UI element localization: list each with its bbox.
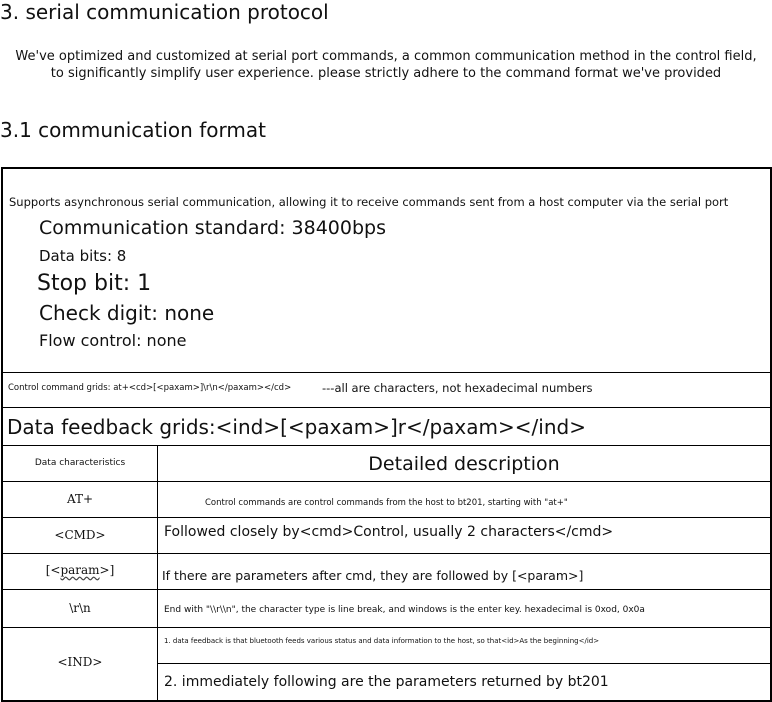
spec-stop-bit: Stop bit: 1 <box>37 271 152 296</box>
feedback-grid-format: Data feedback grids:<ind>[<paxam>]r</paxam></ind> <box>7 415 586 439</box>
intro-paragraph <box>0 48 772 82</box>
spec-lead: Supports asynchronous serial communication, allowing it to receive commands sent from a host computer via the serial port <box>9 195 729 209</box>
key-prefix: [< <box>45 563 61 577</box>
key-suffix: >] <box>99 563 115 577</box>
format-table <box>1 167 772 702</box>
table-header-left: Data characteristics <box>34 458 126 468</box>
divider <box>3 372 770 373</box>
table-row-desc: Control commands are control commands from the host to bt201, starting with "at+" <box>205 498 568 508</box>
spec-flow-control: Flow control: none <box>39 331 187 350</box>
spec-check-digit: Check digit: none <box>39 301 215 325</box>
column-divider <box>157 445 158 700</box>
divider <box>157 663 770 664</box>
divider <box>3 517 770 518</box>
divider <box>3 553 770 554</box>
section-heading: 3. serial communication protocol <box>0 0 329 24</box>
table-row-key: AT+ <box>66 492 94 506</box>
intro-line-2: to significantly simplify user experience. please strictly adhere to the command format we've provided <box>50 66 722 81</box>
table-row-desc: If there are parameters after cmd, they are followed by [<param>] <box>162 568 584 583</box>
divider <box>3 589 770 590</box>
table-row-desc: 2. immediately following are the parameters returned by bt201 <box>164 674 609 690</box>
table-row-desc: Followed closely by<cmd>Control, usually 2 characters</cmd> <box>164 524 614 540</box>
divider <box>3 481 770 482</box>
table-row-key: \r\n <box>69 601 91 615</box>
control-grid-format: Control command grids: at+<cd>[<paxam>]\r\n</paxam></cd> <box>8 383 292 393</box>
key-word: param <box>60 563 100 577</box>
table-header-right: Detailed description <box>368 453 560 475</box>
spec-standard: Communication standard: 38400bps <box>39 217 386 239</box>
table-row-key: <IND> <box>57 655 103 669</box>
control-grid-note: ---all are characters, not hexadecimal numbers <box>322 381 593 395</box>
spec-data-bits: Data bits: 8 <box>39 247 127 265</box>
table-row-key <box>3 563 157 577</box>
divider <box>3 627 770 628</box>
divider <box>3 445 770 446</box>
table-row-desc: 1. data feedback is that bluetooth feeds various status and data information to the host, so that<id>As the beginning</id> <box>164 637 600 645</box>
intro-line-1: We've optimized and customized at serial port commands, a common communication method in the control field, <box>15 49 757 64</box>
table-row-desc: End with "\\r\\n", the character type is line break, and windows is the enter key. hexadecimal is 0xod, 0x0a <box>164 605 645 615</box>
divider <box>3 407 770 408</box>
subsection-heading: 3.1 communication format <box>0 118 266 142</box>
table-row-key: <CMD> <box>54 528 106 542</box>
